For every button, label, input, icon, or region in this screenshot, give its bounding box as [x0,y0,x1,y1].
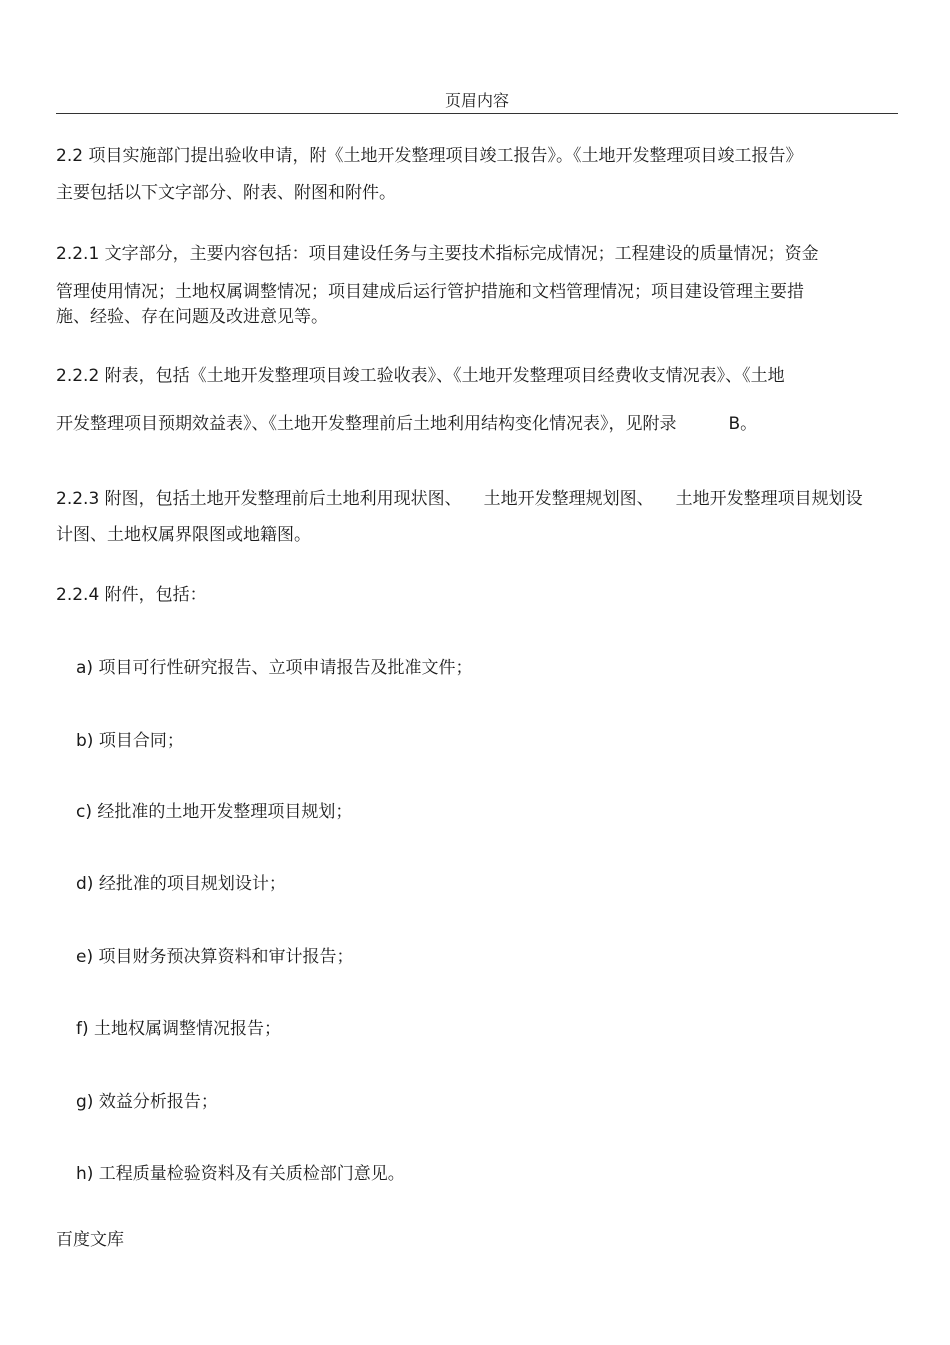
paragraph-2-2-3-part-1: 2.2.3 附图，包括土地开发整理前后土地利用现状图、 [56,489,462,509]
attachment-item-d: d) 经批准的项目规划设计； [76,874,286,894]
paragraph-2-2-1-line-1: 2.2.1 文字部分，主要内容包括：项目建设任务与主要技术指标完成情况；工程建设的质量情况；资金 [56,244,819,264]
paragraph-2-2-line-1: 2.2 项目实施部门提出验收申请，附《土地开发整理项目竣工报告》。《土地开发整理项目竣工报告》 [56,146,803,166]
paragraph-2-2-3-part-3: 土地开发整理项目规划设 [675,489,863,509]
attachment-item-f: f) 土地权属调整情况报告； [76,1019,282,1039]
page-footer: 百度文库 [56,1230,124,1250]
paragraph-2-2-1-line-2: 管理使用情况；土地权属调整情况；项目建成后运行管护措施和文档管理情况；项目建设管理主要措 [56,282,804,302]
paragraph-2-2-2-line-2-text: 开发整理项目预期效益表》、《土地开发整理前后土地利用结构变化情况表》，见附录 [56,414,677,434]
paragraph-2-2-line-2: 主要包括以下文字部分、附表、附图和附件。 [56,183,396,203]
paragraph-2-2-2-line-1: 2.2.2 附表，包括《土地开发整理项目竣工验收表》、《土地开发整理项目经费收支情况表》、《土地 [56,366,785,386]
page-header: 页眉内容 [444,91,509,110]
attachment-item-h: h) 工程质量检验资料及有关质检部门意见。 [76,1164,405,1184]
attachment-item-c: c) 经批准的土地开发整理项目规划； [76,802,353,822]
paragraph-2-2-3-line-1 [56,488,863,510]
paragraph-2-2-4-line-1: 2.2.4 附件，包括： [56,585,207,605]
appendix-reference: B。 [728,414,758,434]
attachment-item-e: e) 项目财务预决算资料和审计报告； [76,947,354,967]
paragraph-2-2-1-line-3: 施、经验、存在问题及改进意见等。 [56,307,328,327]
attachment-item-b: b) 项目合同； [76,731,184,751]
attachment-item-a: a) 项目可行性研究报告、立项申请报告及批准文件； [76,658,473,678]
paragraph-2-2-3-part-2: 土地开发整理规划图、 [483,489,654,509]
attachment-item-g: g) 效益分析报告； [76,1092,218,1112]
paragraph-2-2-2-line-2 [56,413,757,435]
paragraph-2-2-3-line-2: 计图、土地权属界限图或地籍图。 [56,525,311,545]
header-rule [56,113,898,114]
